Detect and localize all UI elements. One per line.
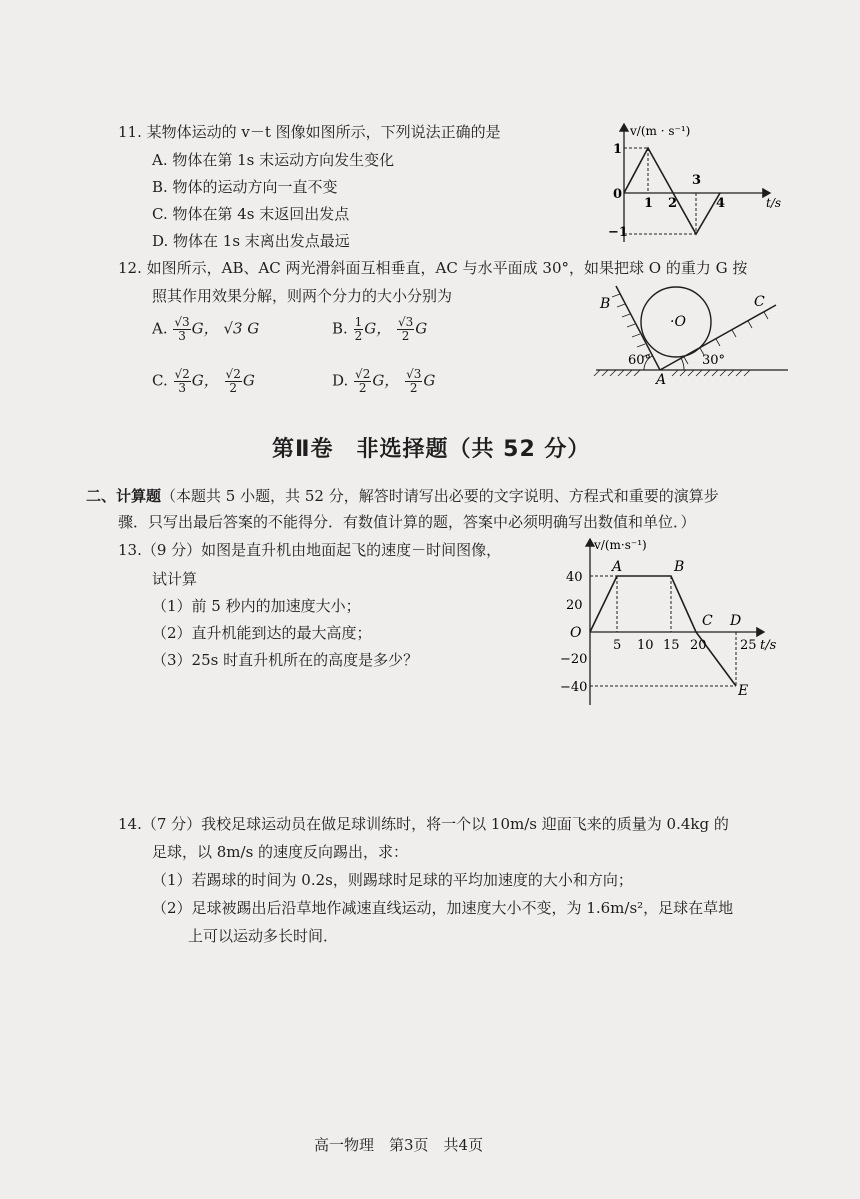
q13-vt-line [590,576,736,686]
label-o: ·O [670,314,686,330]
q14-item2-line2: 上可以运动多长时间． [188,927,339,945]
q14-line1: 14.（7 分）我校足球运动员在做足球训练时，将一个以 10m/s 迎面飞来的质量为 0.4kg 的 [118,815,729,833]
q11-vt-graph [608,118,788,246]
label-c: C [754,294,765,310]
q13-vt-graph [560,533,790,711]
q12-option-c: C. $\frac{√2}{3}$ G， $\frac{√2}{2}$ G [152,367,255,395]
q13-xtick-5: 5 [613,638,622,653]
q11-vt-line [624,148,720,234]
q11-option-d: D. 物体在 1s 末离出发点最远 [152,232,350,250]
q12-option-a: A. $\frac{√3}{3}$ G， √3 G [152,315,260,343]
q14-item1: （1）若踢球的时间为 0.2s，则踢球时足球的平均加速度的大小和方向； [152,871,633,889]
q13-xlabel: t/s [760,638,777,653]
page-footer: 高一物理 第3页 共4页 [314,1136,484,1154]
q13-xtick-10: 10 [637,638,654,653]
q11-ytick-neg: −1 [608,225,628,240]
q11-option-c: C. 物体在第 4s 末返回出发点 [152,205,350,223]
q13-stem-line2: 试计算 [152,570,198,588]
label-b: B [600,296,611,312]
q13-ylabel: v/(m·s⁻¹) [594,538,647,552]
q13-item-3: （3）25s 时直升机所在的高度是多少？ [152,651,419,669]
q12-option-b: B. $\frac{1}{2}$ G， $\frac{√3}{2}$ G [332,315,428,343]
q13-ytick-m20: −20 [560,652,588,667]
part2-intro-line1: 二、计算题（本题共 5 小题，共 52 分，解答时请写出必要的文字说明、方程式和重要的演算步 [86,487,719,505]
angle-60: 60° [628,353,652,368]
q14-item2-line1: （2）足球被踢出后沿草地作减速直线运动，加速度大小不变，为 1.6m/s²，足球在草地 [152,899,734,917]
q11-origin: 0 [613,187,623,202]
q13-ytick-40: 40 [566,570,583,585]
q13-origin: O [570,625,582,641]
part2-intro-line2: 骤．只写出最后答案的不能得分．有数值计算的题，答案中必须明确写出数值和单位．） [118,513,696,531]
q13-item-1: （1）前 5 秒内的加速度大小； [152,597,361,615]
q11-xlabel: t/s [766,196,782,210]
part2-heading: 二、计算题 [86,487,162,505]
q11-stem: 11. 某物体运动的 v－t 图像如图所示，下列说法正确的是 [118,123,501,141]
q12-stem-line2: 照其作用效果分解，则两个分力的大小分别为 [152,287,453,305]
label-a: A [656,372,667,388]
q14-line2: 足球，以 8m/s 的速度反向踢出，求： [152,843,409,861]
q13-ytick-20: 20 [566,598,583,613]
q13-ytick-m40: −40 [560,680,588,695]
q13-xtick-20: 20 [690,638,707,653]
q11-option-a: A. 物体在第 1s 末运动方向发生变化 [152,151,395,169]
q11-ytick-pos: 1 [613,142,623,157]
q13-xtick-25: 25 [740,638,757,653]
q13-point-b: B [674,559,685,575]
q12-option-d: D. $\frac{√2}{2}$ G， $\frac{√3}{2}$ G [332,367,436,395]
q11-xtick-1: 1 [644,196,654,211]
q13-point-c: C [702,613,713,629]
q13-point-e: E [738,683,749,699]
q12-incline-figure [592,278,792,388]
q13-point-a: A [612,559,623,575]
angle-30: 30° [702,353,726,368]
q13-stem-line1: 13.（9 分）如图是直升机由地面起飞的速度－时间图像， [118,541,502,559]
q13-item-2: （2）直升机能到达的最大高度； [152,624,372,642]
q11-xtick-4: 4 [716,196,726,211]
q13-xtick-15: 15 [663,638,680,653]
q12-stem-line1: 12. 如图所示，AB、AC 两光滑斜面互相垂直，AC 与水平面成 30°，如果把球 O 的重力 G 按 [118,259,748,277]
q11-ylabel: v/(m · s⁻¹) [630,124,691,138]
q13-point-d: D [730,613,742,629]
q11-xtick-2: 2 [668,196,678,211]
section-2-title: 第Ⅱ卷 非选择题（共 52 分） [272,437,591,462]
q11-option-b: B. 物体的运动方向一直不变 [152,178,338,196]
q11-xtick-3: 3 [692,173,702,188]
